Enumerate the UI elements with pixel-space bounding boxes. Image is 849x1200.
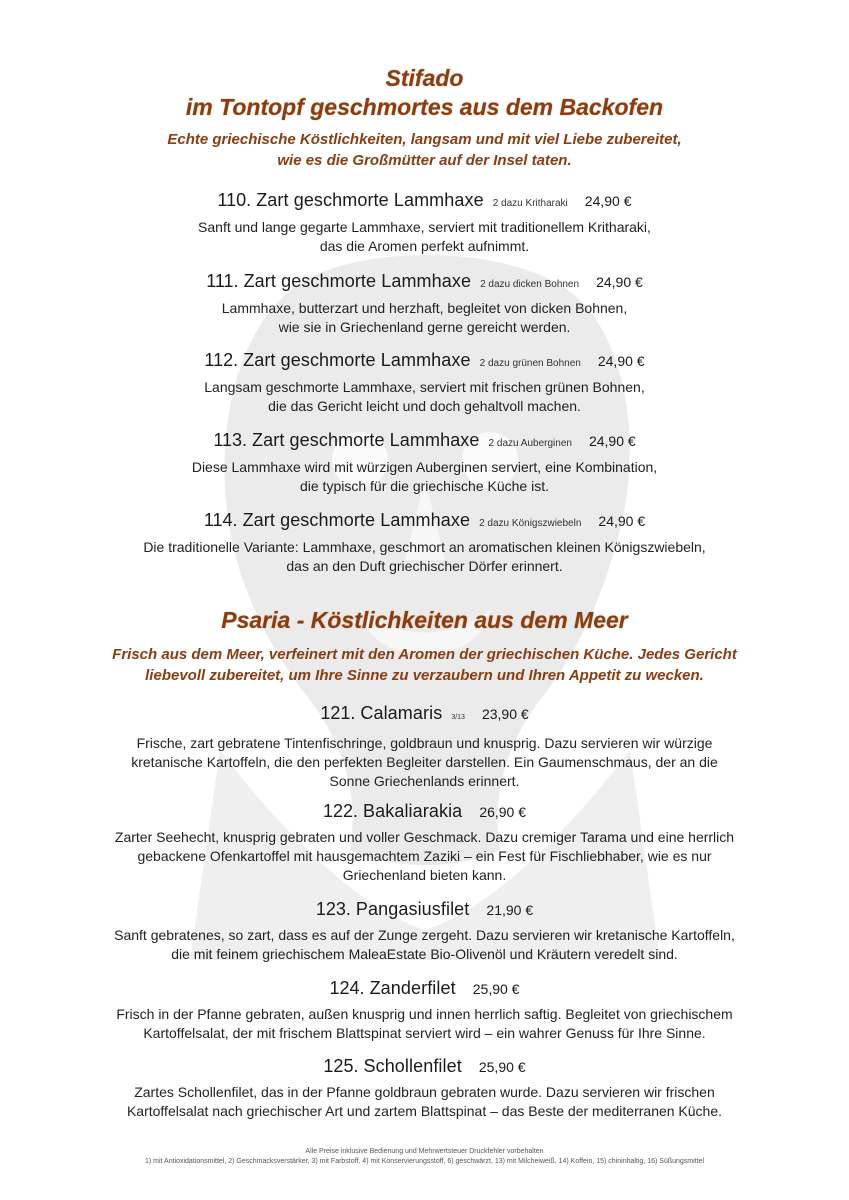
dish-description-line2: das an den Duft griechischer Dörfer erinnert.	[286, 558, 563, 574]
dish-description-line2: das die Aromen perfekt aufnimmt.	[319, 238, 530, 254]
dish-heading	[0, 189, 849, 215]
dish-description: Zartes Schollenfilet, das in der Pfanne goldbraun gebraten wurde. Dazu servieren wir frischen	[134, 1084, 715, 1100]
section-title: Psaria - Köstlichkeiten aus dem Meer	[221, 607, 628, 633]
dish-heading	[0, 800, 849, 823]
dish-item	[0, 702, 849, 791]
footer-allergen-note: 1) mit Antioxidationsmittel, 2) Geschmacksverstärker, 3) mit Farbstoff, 4) mit Konservierungsstoff, 6) geschwärzt, 13) mit Milcheiweiß, 14) Koffein, 15) chininhaltig, 16) Süßungsmittel	[144, 1158, 705, 1165]
dish-number: 124.	[329, 978, 365, 998]
dish-description: Frisch in der Pfanne gebraten, außen knusprig und innen herrlich saftig. Begleitet von griechischem	[116, 1006, 733, 1022]
dish-price: 23,90 €	[481, 706, 529, 722]
dish-description: Sanft und lange gegarte Lammhaxe, serviert mit traditionellem Kritharaki,	[198, 219, 651, 235]
dish-item	[0, 189, 849, 256]
dish-number: 113.	[213, 430, 248, 450]
dish-item	[0, 270, 849, 337]
dish-name: Zart geschmorte Lammhaxe	[256, 190, 484, 210]
dish-description: Langsam geschmorte Lammhaxe, serviert mit frischen grünen Bohnen,	[204, 379, 645, 395]
dish-description-line2: die mit feinem griechischem MaleaEstate Bio-Olivenöl und Kräutern veredelt sind.	[171, 946, 678, 962]
dish-price: 24,90 €	[584, 193, 632, 209]
dish-description-line2: die typisch für die griechische Küche ist.	[299, 478, 549, 494]
dish-description: Die traditionelle Variante: Lammhaxe, geschmort an aromatischen kleinen Königszwiebeln,	[143, 539, 706, 555]
dish-item	[0, 898, 849, 964]
section-psaria-header	[0, 606, 849, 686]
dish-heading	[0, 270, 849, 296]
dish-name: Calamaris	[360, 703, 443, 723]
dish-item	[0, 349, 849, 416]
dish-name: Bakaliarakia	[363, 801, 463, 821]
dish-description-line2: gebackene Ofenkartoffel mit hausgemachtem Zaziki – ein Fest für Fischliebhaber, wie es nur	[137, 848, 712, 864]
dish-description-line2: Kartoffelsalat nach griechischer Art und zartem Blattspinat – das Beste der mediterranen Küche.	[126, 1103, 723, 1119]
dish-description: Diese Lammhaxe wird mit würzigen Auberginen serviert, eine Kombination,	[191, 459, 658, 475]
dish-item	[0, 800, 849, 885]
dish-heading	[0, 509, 849, 535]
dish-number: 110.	[217, 190, 252, 210]
dish-addition: 2 dazu Kritharaki	[492, 198, 568, 209]
dish-number: 121.	[320, 703, 356, 723]
dish-item	[0, 429, 849, 496]
dish-name: Zart geschmorte Lammhaxe	[243, 350, 471, 370]
dish-price: 24,90 €	[596, 274, 643, 290]
dish-item	[0, 977, 849, 1043]
dish-heading	[0, 977, 849, 1000]
dish-addition: 2 dazu dicken Bohnen	[480, 279, 580, 290]
dish-name: Zart geschmorte Lammhaxe	[242, 510, 471, 530]
dish-description-line3: Sonne Griechenlands erinnert.	[329, 773, 520, 789]
dish-addition: 3/13	[451, 714, 465, 721]
dish-heading	[0, 349, 849, 375]
dish-name: Zart geschmorte Lammhaxe	[243, 271, 472, 291]
dish-number: 122.	[322, 801, 359, 821]
dish-name: Zanderfilet	[369, 978, 456, 998]
dish-number: 112.	[204, 350, 239, 370]
dish-heading	[0, 429, 849, 455]
dish-price: 24,90 €	[598, 513, 646, 529]
dish-addition: 2 dazu Königszwiebeln	[479, 518, 582, 529]
dish-addition: 2 dazu Auberginen	[488, 438, 572, 449]
dish-price: 24,90 €	[588, 433, 636, 449]
dish-price: 21,90 €	[486, 902, 534, 918]
dish-number: 123.	[315, 899, 351, 919]
dish-price: 24,90 €	[597, 353, 645, 369]
dish-heading	[0, 702, 849, 729]
dish-item	[0, 509, 849, 576]
dish-price: 26,90 €	[479, 804, 527, 820]
section-title-line2: im Tontopf geschmortes aus dem Backofen	[185, 94, 664, 120]
dish-addition: 2 dazu grünen Bohnen	[479, 358, 581, 369]
section-title: Stifado	[385, 65, 464, 91]
dish-description-line2: Kartoffelsalat, der mit frischem Blattspinat serviert wird – ein wahrer Genuss für Ihre Sinne.	[143, 1025, 706, 1041]
dish-description-line2: wie sie in Griechenland gerne gereicht werden.	[278, 319, 571, 335]
dish-name: Zart geschmorte Lammhaxe	[252, 430, 480, 450]
section-subtitle: Frisch aus dem Meer, verfeinert mit den Aromen der griechischen Küche. Jedes Gericht	[112, 646, 737, 663]
footer-price-note: Alle Preise inklusive Bedienung und Mehrwertsteuer Druckfehler vorbehalten	[305, 1148, 544, 1155]
dish-name: Pangasiusfilet	[355, 899, 470, 919]
dish-number: 111.	[206, 271, 239, 291]
section-subtitle: Echte griechische Köstlichkeiten, langsam und mit viel Liebe zubereitet,	[167, 131, 682, 148]
section-subtitle-line2: liebevoll zubereitet, um Ihre Sinne zu verzaubern und Ihren Appetit zu wecken.	[145, 667, 704, 684]
dish-item	[0, 1055, 849, 1121]
dish-description-line2: die das Gericht leicht und doch gehaltvoll machen.	[268, 398, 581, 414]
section-subtitle-line2: wie es die Großmütter auf der Insel taten.	[277, 152, 572, 169]
dish-description-line3: Griechenland bieten kann.	[342, 867, 507, 883]
dish-number: 114.	[203, 510, 238, 530]
dish-description: Frische, zart gebratene Tintenfischringe, goldbraun und knusprig. Dazu servieren wir würzige	[136, 735, 713, 751]
section-stifado-header	[0, 64, 849, 171]
dish-price: 25,90 €	[472, 981, 520, 997]
footer-notes	[0, 1147, 849, 1167]
dish-description: Zarter Seehecht, knusprig gebraten und voller Geschmack. Dazu cremiger Tarama und eine herrlich	[114, 829, 735, 845]
dish-description-line2: kretanische Kartoffeln, die den perfekten Begleiter darstellen. Ein Gaumenschmaus, der an die	[131, 754, 718, 770]
dish-number: 125.	[323, 1056, 359, 1076]
dish-heading	[0, 1055, 849, 1078]
dish-price: 25,90 €	[478, 1059, 526, 1075]
dish-name: Schollenfilet	[363, 1056, 462, 1076]
dish-description: Lammhaxe, butterzart und herzhaft, begleitet von dicken Bohnen,	[221, 300, 628, 316]
dish-heading	[0, 898, 849, 921]
dish-description: Sanft gebratenes, so zart, dass es auf der Zunge zergeht. Dazu servieren wir kretanische Kartoffeln,	[114, 927, 735, 943]
